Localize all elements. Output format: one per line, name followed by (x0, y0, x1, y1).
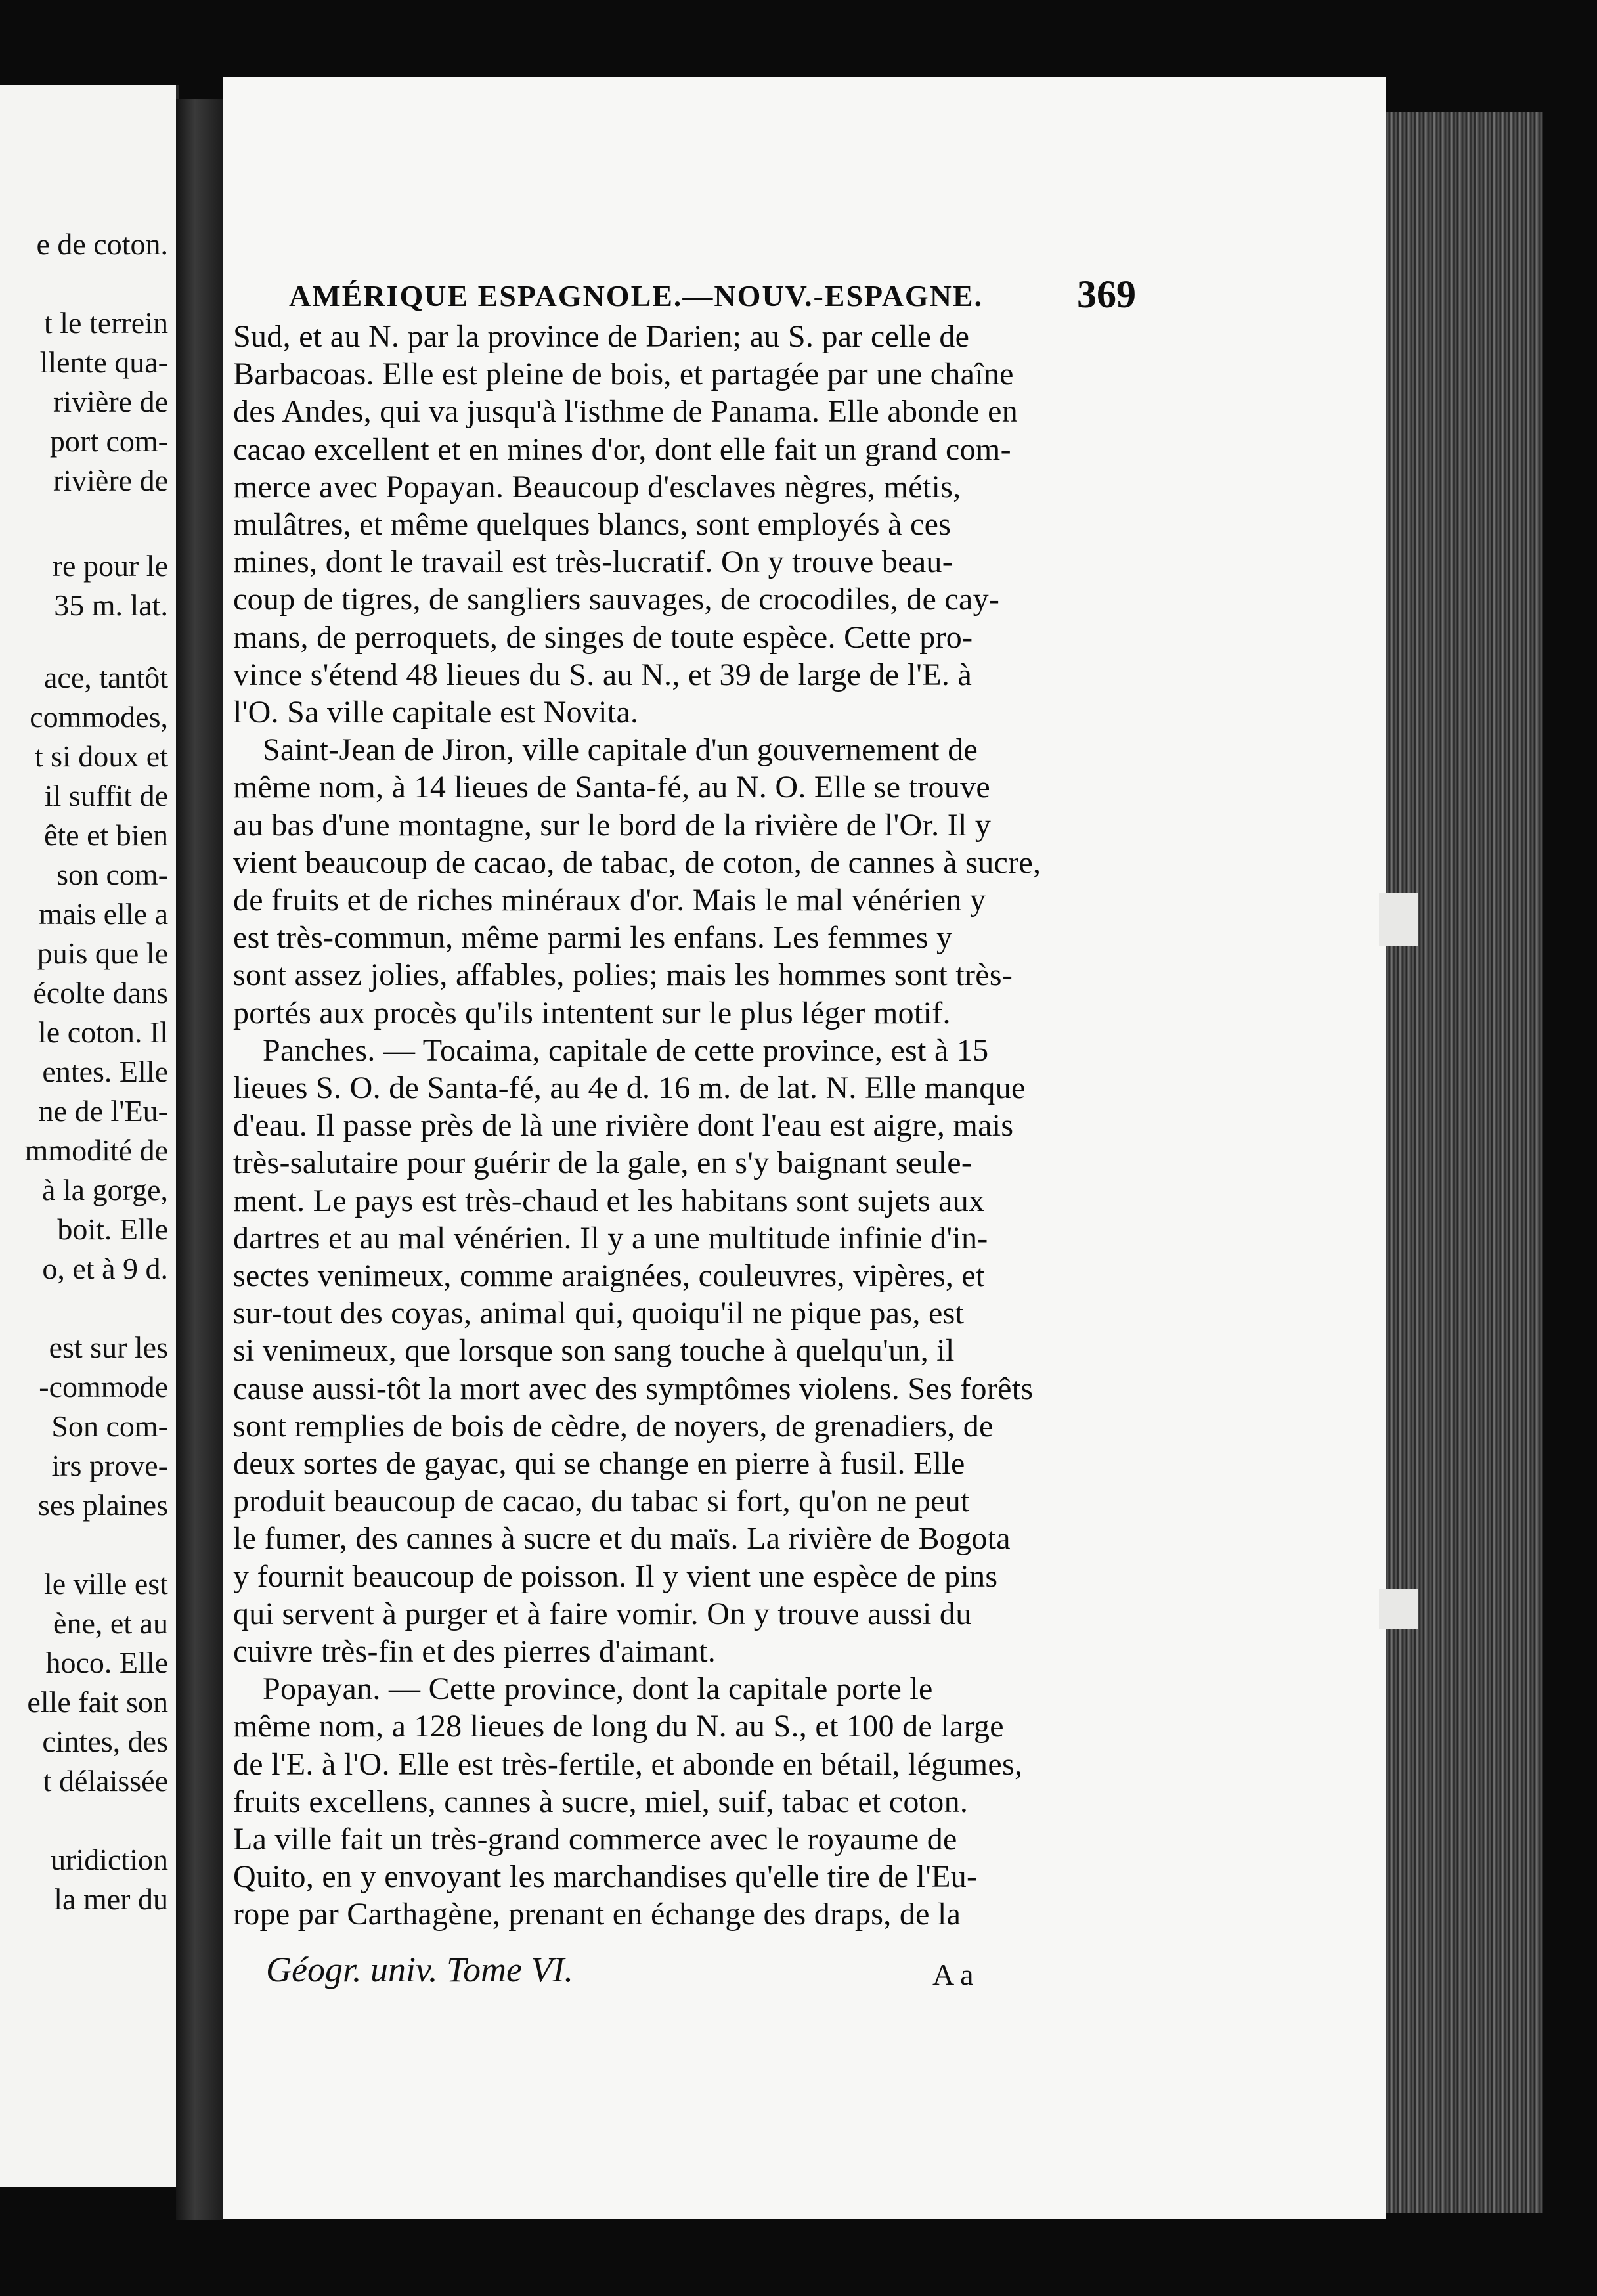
body-line: des Andes, qui va jusqu'à l'isthme de Panama. Elle abonde en (233, 394, 1018, 430)
left-page-line: t le terrein (43, 306, 168, 340)
left-page-line: ête et bien (43, 818, 168, 852)
book-gutter (176, 99, 223, 2220)
left-page-line: -commode (39, 1370, 168, 1403)
page-edges (1386, 112, 1543, 2213)
body-line: sur-tout des coyas, animal qui, quoiqu'il ne pique pas, est (233, 1296, 965, 1331)
left-page-line: ne de l'Eu- (38, 1094, 168, 1128)
body-line: vince s'étend 48 lieues du S. au N., et 39 de large de l'E. à (233, 657, 973, 692)
body-line: Sud, et au N. par la province de Darien; au S. par celle de (233, 319, 970, 354)
left-page-line: port com- (49, 424, 168, 458)
body-line: sont assez jolies, affables, polies; mais les hommes sont très- (233, 958, 1013, 993)
body-line: fruits excellens, cannes à sucre, miel, suif, tabac et coton. (233, 1784, 969, 1819)
left-page-line: ses plaines (37, 1488, 168, 1522)
body-line: ment. Le pays est très-chaud et les habitans sont sujets aux (233, 1183, 985, 1218)
body-line: La ville fait un très-grand commerce avec le royaume de (233, 1822, 957, 1857)
left-page-line: la mer du (54, 1882, 168, 1916)
left-page-line: t si doux et (34, 740, 168, 773)
left-page-line: le ville est (43, 1567, 168, 1601)
left-page-line: ène, et au (53, 1606, 168, 1640)
body-line: qui servent à purger et à faire vomir. On y trouve aussi du (233, 1596, 972, 1631)
body-text (227, 319, 1146, 1947)
body-line: lieues S. O. de Santa-fé, au 4e d. 16 m. de lat. N. Elle manque (233, 1071, 1026, 1105)
left-page-line: est sur les (49, 1331, 168, 1364)
body-line: cacao excellent et en mines d'or, dont elle fait un grand com- (233, 431, 1011, 467)
left-page-line: uridiction (51, 1843, 168, 1876)
body-line: de l'E. à l'O. Elle est très-fertile, et abonde en bétail, légumes, (233, 1746, 1023, 1782)
body-line: de fruits et de riches minéraux d'or. Mais le mal vénérien y (233, 883, 986, 917)
body-line: dartres et au mal vénérien. Il y a une multitude infinie d'in- (233, 1220, 988, 1256)
body-line: Barbacoas. Elle est pleine de bois, et partagée par une chaîne (233, 357, 1014, 392)
left-page-line: llente qua- (39, 345, 168, 379)
left-page-line: son com- (56, 858, 168, 891)
body-line: merce avec Popayan. Beaucoup d'esclaves nègres, métis, (233, 469, 961, 504)
body-line: mulâtres, et même quelques blancs, sont employés à ces (233, 507, 952, 542)
left-page-line: mmodité de (24, 1134, 168, 1167)
left-page-line: commodes, (30, 700, 168, 734)
page-number: 369 (1077, 273, 1136, 316)
body-line: sont remplies de bois de cèdre, de noyers, de grenadiers, de (233, 1408, 994, 1444)
body-line: y fournit beaucoup de poisson. Il y vient une espèce de pins (233, 1558, 998, 1594)
body-line: Saint-Jean de Jiron, ville capitale d'un gouvernement de (263, 732, 978, 768)
left-page-line: le coton. Il (38, 1015, 168, 1049)
body-line: d'eau. Il passe près de là une rivière dont l'eau est aigre, mais (233, 1108, 1014, 1143)
left-page-line: il suffit de (44, 779, 168, 812)
left-page-line: hoco. Elle (45, 1646, 168, 1679)
body-line: rope par Carthagène, prenant en échange des draps, de la (233, 1897, 961, 1932)
page-edge-highlight (1379, 1589, 1418, 1629)
body-line: est très-commun, même parmi les enfans. Les femmes y (233, 920, 953, 956)
body-line: si venimeux, que lorsque son sang touche à quelqu'un, il (233, 1333, 955, 1369)
left-page-line: à la gorge, (41, 1173, 168, 1206)
left-page-line: o, et à 9 d. (42, 1252, 168, 1285)
signature-mark: A a (932, 1958, 974, 1991)
left-facing-page (0, 85, 179, 2187)
left-page-line: elle fait son (27, 1685, 168, 1719)
body-line: sectes venimeux, comme araignées, couleuvres, vipères, et (233, 1258, 985, 1293)
body-line: mans, de perroquets, de singes de toute espèce. Cette pro- (233, 619, 973, 655)
body-line: très-salutaire pour guérir de la gale, en s'y baignant seule- (233, 1145, 973, 1181)
footer-signature: Géogr. univ. Tome VI. (266, 1950, 573, 1989)
body-line: cuivre très-fin et des pierres d'aimant. (233, 1634, 716, 1669)
left-page-line: t délaissée (43, 1764, 168, 1798)
body-line: l'O. Sa ville capitale est Novita. (233, 695, 639, 730)
left-page-line: irs prove- (51, 1449, 168, 1482)
left-page-line: e de coton. (36, 227, 168, 261)
left-page-line: écolte dans (33, 976, 168, 1009)
page-edge-highlight (1379, 893, 1418, 946)
left-page-line: Son com- (51, 1409, 168, 1443)
body-line: le fumer, des cannes à sucre et du maïs. La rivière de Bogota (233, 1521, 1011, 1556)
body-line: même nom, a 128 lieues de long du N. au S., et 100 de large (233, 1709, 1004, 1744)
left-page-line: boit. Elle (57, 1212, 168, 1246)
running-head (289, 273, 1136, 322)
running-head-title: AMÉRIQUE ESPAGNOLE.—NOUV.-ESPAGNE. (289, 279, 984, 313)
body-line: vient beaucoup de cacao, de tabac, de coton, de cannes à sucre, (233, 845, 1041, 880)
body-line: Popayan. — Cette province, dont la capitale porte le (263, 1671, 933, 1707)
body-line: même nom, à 14 lieues de Santa-fé, au N. O. Elle se trouve (233, 770, 991, 805)
body-line: portés aux procès qu'ils intentent sur le plus léger motif. (233, 995, 951, 1030)
left-page-line: mais elle a (39, 897, 168, 931)
left-page-line: cintes, des (42, 1725, 168, 1758)
body-line: deux sortes de gayac, qui se change en pierre à fusil. Elle (233, 1446, 965, 1481)
left-page-line: re pour le (52, 549, 168, 583)
left-page-line: 35 m. lat. (54, 588, 168, 622)
left-page-line: ace, tantôt (43, 661, 168, 694)
body-line: cause aussi-tôt la mort avec des symptômes violens. Ses forêts (233, 1371, 1034, 1406)
body-line: Panches. — Tocaima, capitale de cette province, est à 15 (263, 1032, 989, 1068)
body-line: produit beaucoup de cacao, du tabac si fort, qu'on ne peut (233, 1484, 970, 1519)
left-page-line: entes. Elle (42, 1055, 168, 1088)
body-line: Quito, en y envoyant les marchandises qu'elle tire de l'Eu- (233, 1859, 978, 1895)
left-page-line: rivière de (53, 464, 168, 497)
left-page-line: rivière de (53, 385, 168, 418)
body-line: coup de tigres, de sangliers sauvages, de crocodiles, de cay- (233, 582, 1000, 617)
body-line: mines, dont le travail est très-lucratif. On y trouve beau- (233, 544, 953, 580)
left-page-line: puis que le (37, 937, 168, 970)
body-line: au bas d'une montagne, sur le bord de la rivière de l'Or. Il y (233, 807, 992, 843)
